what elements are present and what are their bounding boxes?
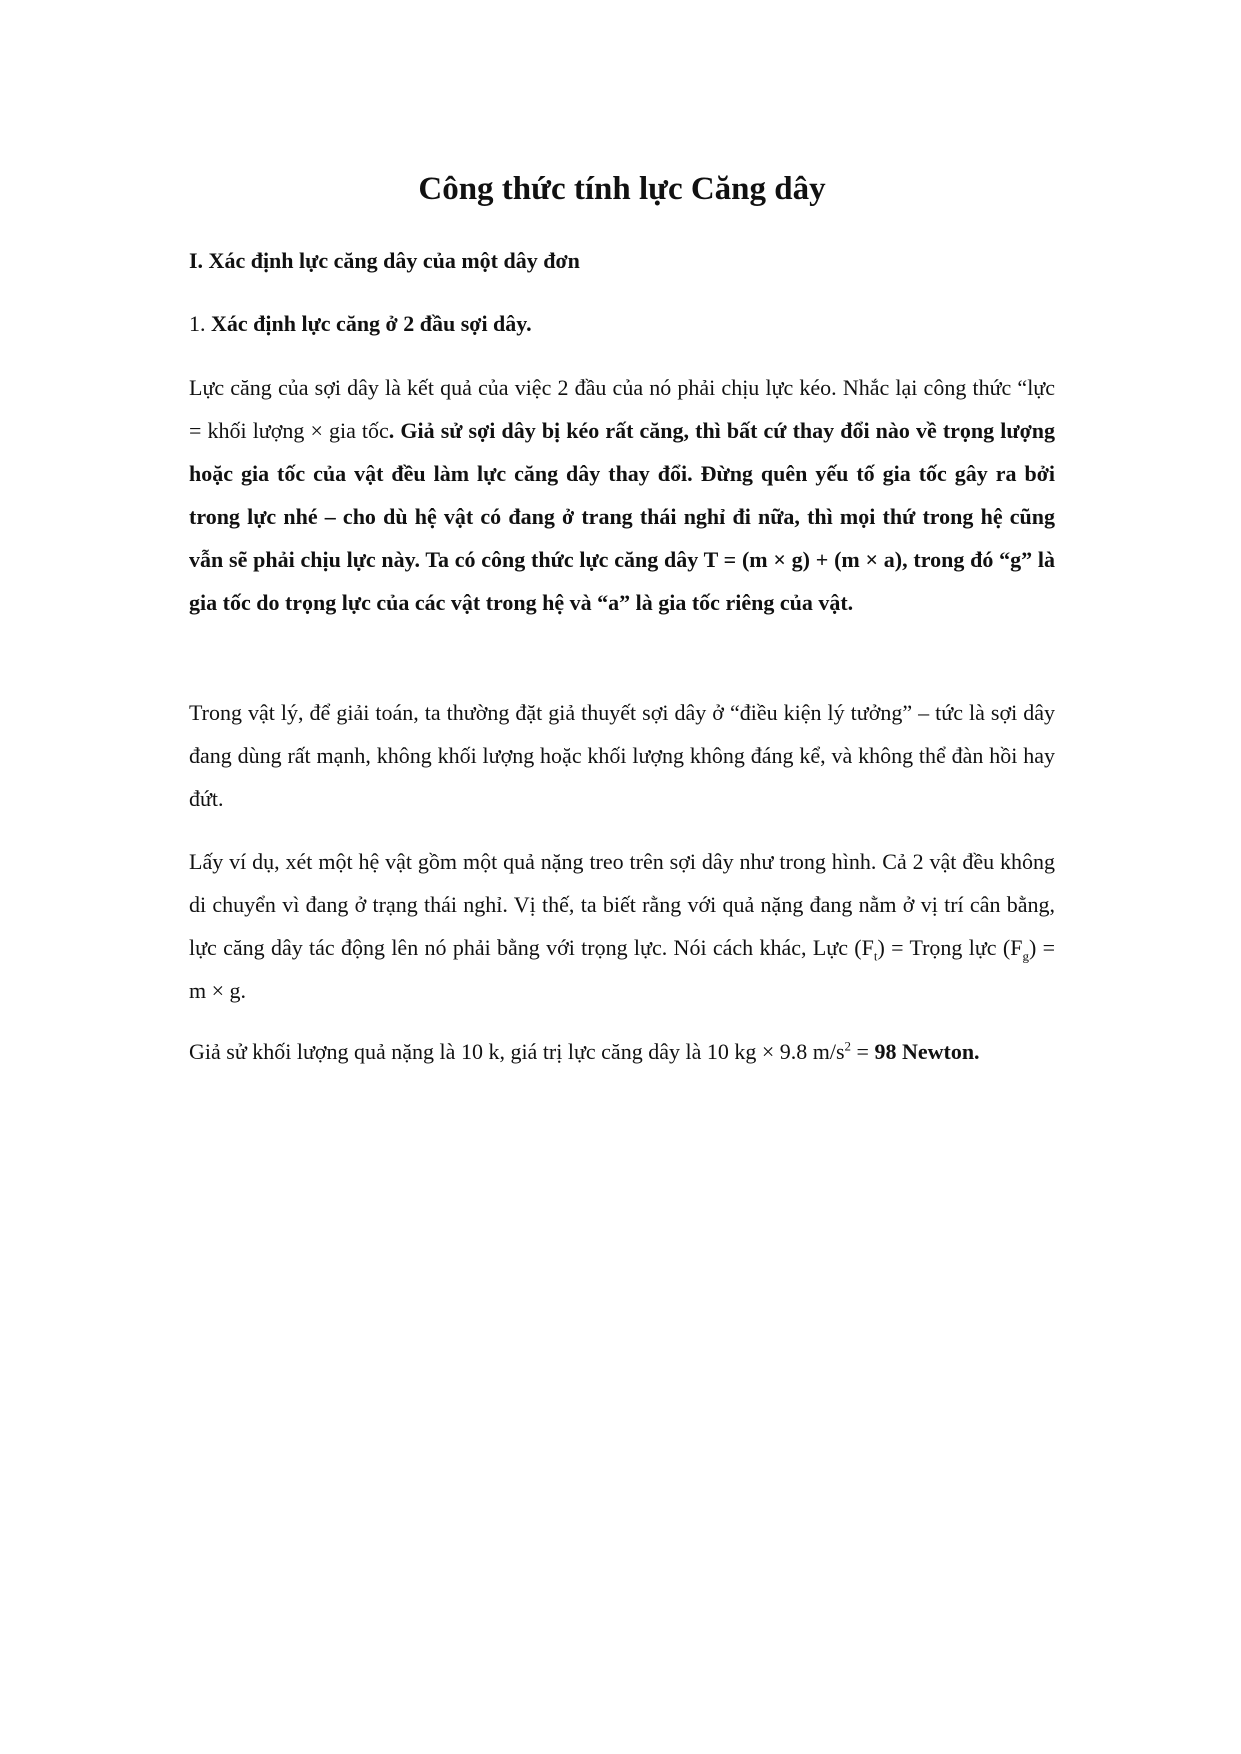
paragraph-example: [189, 840, 1055, 1012]
p3-text-2: ) = Trọng lực (F: [877, 935, 1023, 960]
p3-sub-g: g: [1022, 948, 1029, 964]
paragraph-calculation: [189, 1030, 1055, 1073]
subsection-heading: [189, 309, 532, 339]
p3-text-1: Lấy ví dụ, xét một hệ vật gồm một quả nặng treo trên sợi dây như trong hình. Cả 2 vật đều không di chuyển vì đang ở trạng thái nghỉ. Vị thế, ta biết rằng với quả nặng đang nằm ở vị trí cân bằng, lực căng dây tác động lên nó phải bằng với trọng lực. Nói cách khác, Lực (F: [189, 849, 1055, 960]
document-title: Công thức tính lực Căng dây: [418, 171, 826, 207]
paragraph-ideal-conditions: Trong vật lý, để giải toán, ta thường đặt giả thuyết sợi dây ở “điều kiện lý tưởng” – tức là sợi dây đang dùng rất mạnh, không khối lượng hoặc khối lượng không đáng kể, và không thể đàn hồi hay đứt.: [189, 700, 1055, 811]
p4-text-2: =: [851, 1039, 875, 1064]
p4-sup: 2: [844, 1038, 852, 1054]
subsection-number: 1.: [189, 311, 206, 336]
subsection-text: Xác định lực căng ở 2 đầu sợi dây.: [211, 311, 532, 336]
p4-text-1: Giả sử khối lượng quả nặng là 10 k, giá trị lực căng dây là 10 kg × 9.8 m/s: [189, 1039, 845, 1064]
p1-text: Lực căng của sợi dây là kết quả của việc 2 đầu của nó phải chịu lực kéo. Nhắc lại công thức “lực = khối lượng × gia tốc: [189, 375, 1055, 443]
p3-text-3: ) = m × g.: [189, 935, 1055, 1003]
p4-result: 98 Newton.: [874, 1039, 980, 1064]
paragraph-tension-formula: [189, 366, 1055, 624]
section-heading: I. Xác định lực căng dây của một dây đơn: [189, 248, 580, 273]
p1-bold-text: . Giả sử sợi dây bị kéo rất căng, thì bất cứ thay đổi nào về trọng lượng hoặc gia tốc của vật đều làm lực căng dây thay đổi. Đừng quên yếu tố gia tốc gây ra bởi trong lực nhé – cho dù hệ vật có đang ở trang thái nghỉ đi nữa, thì mọi thứ trong hệ cũng vẫn sẽ phải chịu lực này. Ta có công thức lực căng dây T = (m × g) + (m × a), trong đó “g” là gia tốc do trọng lực của các vật trong hệ và “a” là gia tốc riêng của vật.: [189, 418, 1055, 615]
p3-sub-t: t: [873, 948, 878, 964]
